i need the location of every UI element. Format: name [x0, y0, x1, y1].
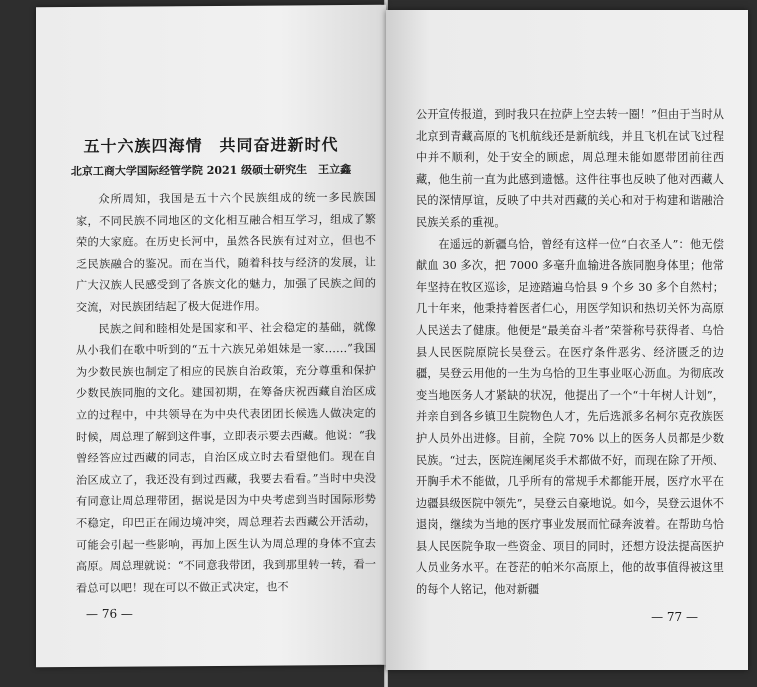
paragraph: 民族之间和睦相处是国家和平、社会稳定的基础，就像从小我们在歌中听到的“五十六族兄弟姐妹是一家……”我国为少数民族也制定了相应的民族自治政策，充分尊重和保护少数民族同胞的文化。建国初期，在筹备庆祝西藏自治区成立的过程中，中共领导在为中央代表团团长候选人做决定的时候，周总理了解到这件事，立即表示要去西藏。他说：“我曾经答应过西藏的同志，自治区成立时去看望他们。现在自治区成立了，我还没有到过西藏，我要去看看。”当时中央没有同意让周总理带团，据说是因为中央考虑到当时国际形势不稳定，印巴正在闹边境冲突，周总理若去西藏公开活动，可能会引起一些影响，再加上医生认为周总理的身体不宜去高原。周总理就说：“不同意我带团，我到那里转一转，看一看总可以吧！现在可以不做正式决定，也不: [76, 320, 376, 595]
paragraph: 在遥远的新疆乌恰，曾经有这样一位“白衣圣人”：他无偿献血 30 多次，把 7000 多毫升血输进各族同胞身体里；他常年坚持在牧区巡诊，足迹踏遍乌恰县 9 个乡 30 多个自然村；几十年来，他秉持着医者仁心，用医学知识和热切关怀为高原人民送去了健康。他便是“最美奋斗者”荣誉称号获得者、乌恰县人民医院原院长吴登云。在医疗条件恶劣、经济匮乏的边疆，吴登云用他的一生为乌恰的卫生事业呕心沥血。为彻底改变当地医务人才紧缺的状况，他提出了一个“十年树人计划”，并亲自到各乡镇卫生院物色人才，先后选派多名柯尔克孜族医护人员外出进修。目前，全院 70% 以上的医务人员都是少数民族。“过去，医院连阑尾炎手术都做不好，而现在除了开颅、开胸手术不能做，几乎所有的常规手术都能开展，医疗水平在边疆县级医院中领先”，吴登云自豪地说。如今，吴登云退休不退岗，继续为当地的医疗事业发展而忙碌奔波着。在帮助乌恰县人民医院争取一些资金、项目的同时，还想方设法提高医护人员业务水平。在苍茫的帕米尔高原上，他的故事值得被这里的每个人铭记，他对新疆: [416, 237, 724, 597]
left-page: [36, 5, 386, 667]
page-number: — 76 —: [86, 606, 133, 621]
article-title: 五十六族四海情 共同奋进新时代: [83, 135, 339, 156]
paragraph: 众所周知，我国是五十六个民族组成的统一多民族国家，不同民族不同地区的文化相互融合相互学习，组成了繁荣的大家庭。在历史长河中，虽然各民族有过对立，但也不乏民族融合的鉴况。而在当代，随着科技与经济的发展，让广大汉族人民感受到了各族文化的魅力，加强了民族之间的交流，对民族团结起了极大促进作用。: [76, 190, 376, 314]
paragraph: 公开宣传报道，到时我只在拉萨上空去转一圈！”但由于当时从北京到青藏高原的飞机航线还是新航线，并且飞机在试飞过程中并不顺利，处于安全的顾虑，周总理未能如愿带团前往西藏，他生前一直为此感到遗憾。这件往事也反映了他对西藏人民的深情厚谊，反映了中共对西藏的关心和对于构建和谐融洽民族关系的重视。: [416, 108, 724, 229]
right-page: [386, 10, 748, 670]
left-page-body: [76, 187, 376, 599]
page-number: — 77 —: [651, 610, 698, 624]
right-page-body: [416, 104, 724, 601]
article-author: 北京工商大学国际经管学院 2021 级硕士研究生 王立鑫: [70, 163, 352, 178]
